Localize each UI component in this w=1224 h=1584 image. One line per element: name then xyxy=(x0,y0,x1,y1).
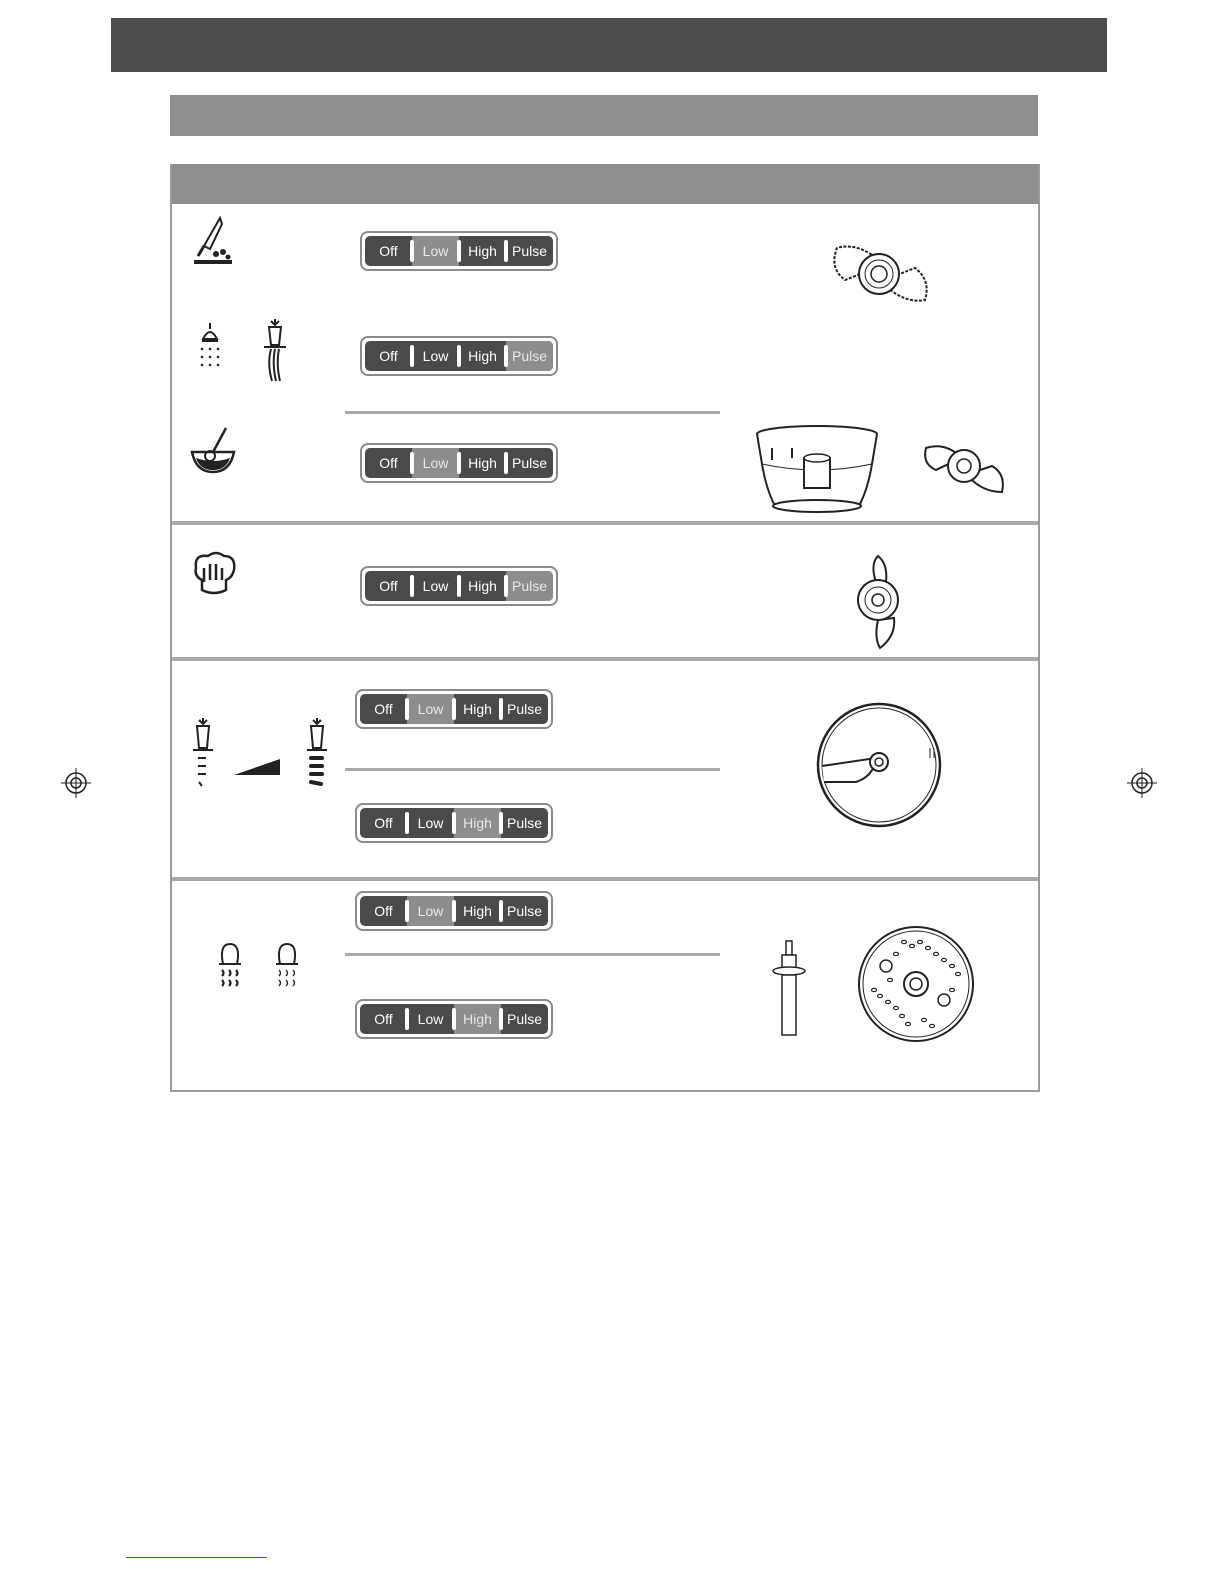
drive-adapter-image xyxy=(772,939,808,1039)
speed-off-label: Off xyxy=(374,701,393,717)
speed-high-label: High xyxy=(454,808,501,838)
speed-low-label: Low xyxy=(407,896,454,926)
speed-off-label: Off xyxy=(379,578,398,594)
potato-medium-shred-icon xyxy=(274,942,300,992)
section-header-bar xyxy=(170,95,1038,136)
speed-low-label: Low xyxy=(412,448,459,478)
mini-blade-image xyxy=(920,436,1008,500)
speed-pulse-label: Pulse xyxy=(501,1004,548,1034)
speed-panel xyxy=(355,999,553,1039)
speed-high-label: High xyxy=(454,694,501,724)
footnote-rule xyxy=(126,1557,267,1558)
speed-off-label: Off xyxy=(379,455,398,471)
speed-panel xyxy=(355,803,553,843)
speed-panel xyxy=(360,566,558,606)
speed-panel xyxy=(360,336,558,376)
speed-off-label: Off xyxy=(374,815,393,831)
speed-panel xyxy=(355,689,553,729)
speed-high-label: High xyxy=(459,236,506,266)
speed-panel xyxy=(360,231,558,271)
processing-guide-table xyxy=(170,164,1040,1092)
speed-pulse-label: Pulse xyxy=(506,571,553,601)
option-divider xyxy=(345,411,720,414)
option-divider xyxy=(345,768,720,771)
whisk-bowl-icon xyxy=(190,426,238,474)
speed-low-label: Low xyxy=(412,236,459,266)
speed-high-label: High xyxy=(454,896,501,926)
speed-pulse-label: Pulse xyxy=(506,448,553,478)
carrot-thin-slice-icon xyxy=(192,718,214,788)
page-header-bar xyxy=(111,18,1107,72)
speed-high-label: High xyxy=(459,571,506,601)
thickness-wedge-icon xyxy=(234,759,282,775)
carrot-julienne-icon xyxy=(262,319,288,385)
speed-panel xyxy=(360,443,558,483)
chop-knife-icon xyxy=(190,216,236,266)
speed-control xyxy=(365,236,553,266)
slicing-disc-image xyxy=(816,702,946,832)
speed-off-label: Off xyxy=(379,348,398,364)
speed-off-label: Off xyxy=(374,1011,393,1027)
dough-blade-image xyxy=(854,554,904,650)
speed-control xyxy=(360,1004,548,1034)
speed-pulse-label: Pulse xyxy=(506,341,553,371)
row-divider xyxy=(172,877,1038,881)
potato-fine-shred-icon xyxy=(217,942,243,992)
multipurpose-blade-image xyxy=(827,238,933,312)
speed-low-label: Low xyxy=(407,808,454,838)
speed-high-label: High xyxy=(459,341,506,371)
onion-mince-icon xyxy=(196,321,224,373)
carrot-thick-slice-icon xyxy=(306,718,328,788)
speed-off-label: Off xyxy=(379,243,398,259)
shredding-disc-image xyxy=(856,924,976,1044)
registration-mark-icon xyxy=(61,768,91,798)
row-divider xyxy=(172,521,1038,525)
speed-control xyxy=(365,571,553,601)
mini-bowl-image xyxy=(754,424,880,514)
dough-hand-icon xyxy=(190,550,238,598)
option-divider xyxy=(345,953,720,956)
speed-off-label: Off xyxy=(374,903,393,919)
speed-low-label: Low xyxy=(407,1004,454,1034)
speed-pulse-label: Pulse xyxy=(501,808,548,838)
speed-pulse-label: Pulse xyxy=(501,896,548,926)
speed-pulse-label: Pulse xyxy=(506,236,553,266)
speed-high-label: High xyxy=(454,1004,501,1034)
speed-pulse-label: Pulse xyxy=(501,694,548,724)
speed-low-label: Low xyxy=(412,341,459,371)
speed-control xyxy=(365,341,553,371)
speed-control xyxy=(360,694,548,724)
speed-panel xyxy=(355,891,553,931)
table-header xyxy=(172,164,1038,204)
speed-low-label: Low xyxy=(412,571,459,601)
speed-control xyxy=(360,896,548,926)
speed-control xyxy=(365,448,553,478)
row-divider xyxy=(172,657,1038,661)
registration-mark-icon xyxy=(1127,768,1157,798)
speed-high-label: High xyxy=(459,448,506,478)
speed-control xyxy=(360,808,548,838)
speed-low-label: Low xyxy=(407,694,454,724)
